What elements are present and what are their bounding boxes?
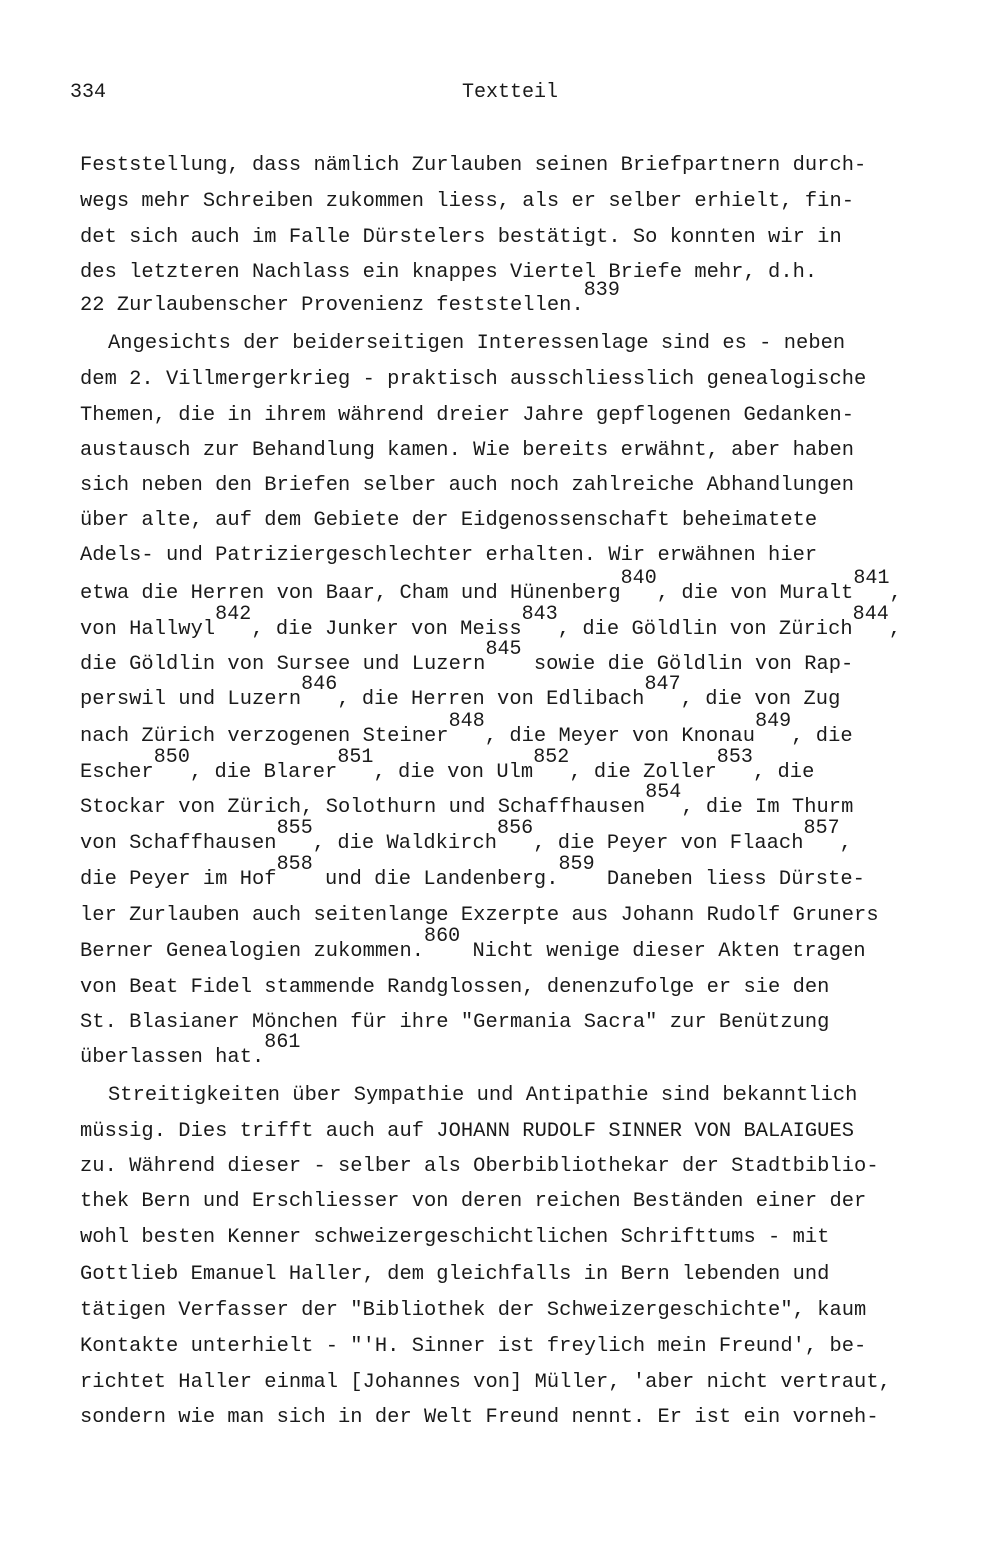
footnote-marker: 847	[644, 673, 681, 696]
text-line: Angesichts der beiderseitigen Interessenlage sind es - neben	[108, 332, 846, 355]
footnote-marker: 844	[852, 603, 889, 626]
footnote-marker: 850	[153, 746, 190, 769]
footnote-marker: 848	[448, 710, 485, 733]
text-line: dem 2. Villmergerkrieg - praktisch ausschliesslich genealogische	[80, 368, 867, 391]
text-line: nach Zürich verzogenen Steiner848, die Meyer von Knonau849, die	[80, 710, 853, 748]
running-head: Textteil	[462, 81, 559, 104]
text-line: sich neben den Briefen selber auch noch zahlreiche Abhandlungen	[80, 474, 855, 497]
text-line: wohl besten Kenner schweizergeschichtlichen Schrifttums - mit	[80, 1226, 830, 1249]
footnote-marker: 853	[716, 746, 753, 769]
text-line: von Beat Fidel stammende Randglossen, denenzufolge er sie den	[80, 976, 830, 999]
footnote-marker: 845	[485, 638, 522, 661]
text-line: sondern wie man sich in der Welt Freund nennt. Er ist ein vorneh-	[80, 1406, 879, 1429]
text-line: ler Zurlauben auch seitenlange Exzerpte aus Johann Rudolf Gruners	[80, 904, 879, 927]
text-line: 22 Zurlaubenscher Provenienz feststellen.839	[80, 279, 620, 317]
page-number: 334	[70, 81, 107, 104]
text-line: von Hallwyl842, die Junker von Meiss843, die Göldlin von Zürich844,	[80, 603, 902, 641]
text-line: etwa die Herren von Baar, Cham und Hünenberg840, die von Muralt841,	[80, 567, 902, 605]
footnote-marker: 849	[755, 710, 792, 733]
text-line: über alte, auf dem Gebiete der Eidgenossenschaft beheimatete	[80, 509, 818, 532]
footnote-marker: 859	[558, 853, 595, 876]
text-line: Streitigkeiten über Sympathie und Antipathie sind bekanntlich	[108, 1084, 858, 1107]
text-line: det sich auch im Falle Dürstelers bestätigt. So konnten wir in	[80, 226, 842, 249]
text-line: St. Blasianer Mönchen für ihre "Germania Sacra" zur Benützung	[80, 1011, 830, 1034]
text-line: tätigen Verfasser der "Bibliothek der Schweizergeschichte", kaum	[80, 1299, 867, 1322]
text-line: von Schaffhausen855, die Waldkirch856, die Peyer von Flaach857,	[80, 817, 852, 855]
text-line: thek Bern und Erschliesser von deren reichen Beständen einer der	[80, 1190, 867, 1213]
footnote-marker: 855	[276, 817, 313, 840]
text-line: Berner Genealogien zukommen.860 Nicht wenige dieser Akten tragen	[80, 925, 866, 963]
text-line: Gottlieb Emanuel Haller, dem gleichfalls in Bern lebenden und	[80, 1263, 830, 1286]
footnote-marker: 856	[497, 817, 534, 840]
text-line: die Peyer im Hof858 und die Landenberg.859 Daneben liess Dürste-	[80, 853, 865, 891]
text-line: Feststellung, dass nämlich Zurlauben seinen Briefpartnern durch-	[80, 154, 867, 177]
text-line: müssig. Dies trifft auch auf JOHANN RUDOLF SINNER VON BALAIGUES	[80, 1120, 855, 1143]
text-line: Adels- und Patriziergeschlechter erhalten. Wir erwähnen hier	[80, 544, 818, 567]
footnote-marker: 852	[533, 746, 570, 769]
text-line: zu. Während dieser - selber als Oberbibliothekar der Stadtbiblio-	[80, 1155, 879, 1178]
footnote-marker: 860	[424, 925, 461, 948]
text-line: wegs mehr Schreiben zukommen liess, als er selber erhielt, fin-	[80, 190, 855, 213]
footnote-marker: 843	[521, 603, 558, 626]
footnote-marker: 851	[337, 746, 374, 769]
text-line: austausch zur Behandlung kamen. Wie bereits erwähnt, aber haben	[80, 439, 855, 462]
footnote-marker: 846	[301, 673, 338, 696]
footnote-marker: 841	[853, 567, 890, 590]
text-line: überlassen hat.861	[80, 1031, 301, 1069]
text-line: des letzteren Nachlass ein knappes Viertel Briefe mehr, d.h.	[80, 261, 818, 284]
text-line: Escher850, die Blarer851, die von Ulm852, die Zoller853, die	[80, 746, 815, 784]
footnote-marker: 842	[215, 603, 252, 626]
text-line: Kontakte unterhielt - "'H. Sinner ist freylich mein Freund', be-	[80, 1335, 867, 1358]
footnote-marker: 854	[645, 781, 682, 804]
footnote-marker: 857	[803, 817, 840, 840]
text-line: richtet Haller einmal [Johannes von] Müller, 'aber nicht vertraut,	[80, 1371, 891, 1394]
text-line: perswil und Luzern846, die Herren von Edlibach847, die von Zug	[80, 673, 841, 711]
footnote-marker: 858	[276, 853, 313, 876]
footnote-marker: 840	[620, 567, 657, 590]
text-line: Stockar von Zürich, Solothurn und Schaffhausen854, die Im Thurm	[80, 781, 854, 819]
footnote-marker: 839	[583, 279, 620, 302]
text-line: Themen, die in ihrem während dreier Jahre gepflogenen Gedanken-	[80, 404, 855, 427]
footnote-marker: 861	[264, 1031, 301, 1054]
text-line: die Göldlin von Sursee und Luzern845 sowie die Göldlin von Rap-	[80, 638, 854, 676]
